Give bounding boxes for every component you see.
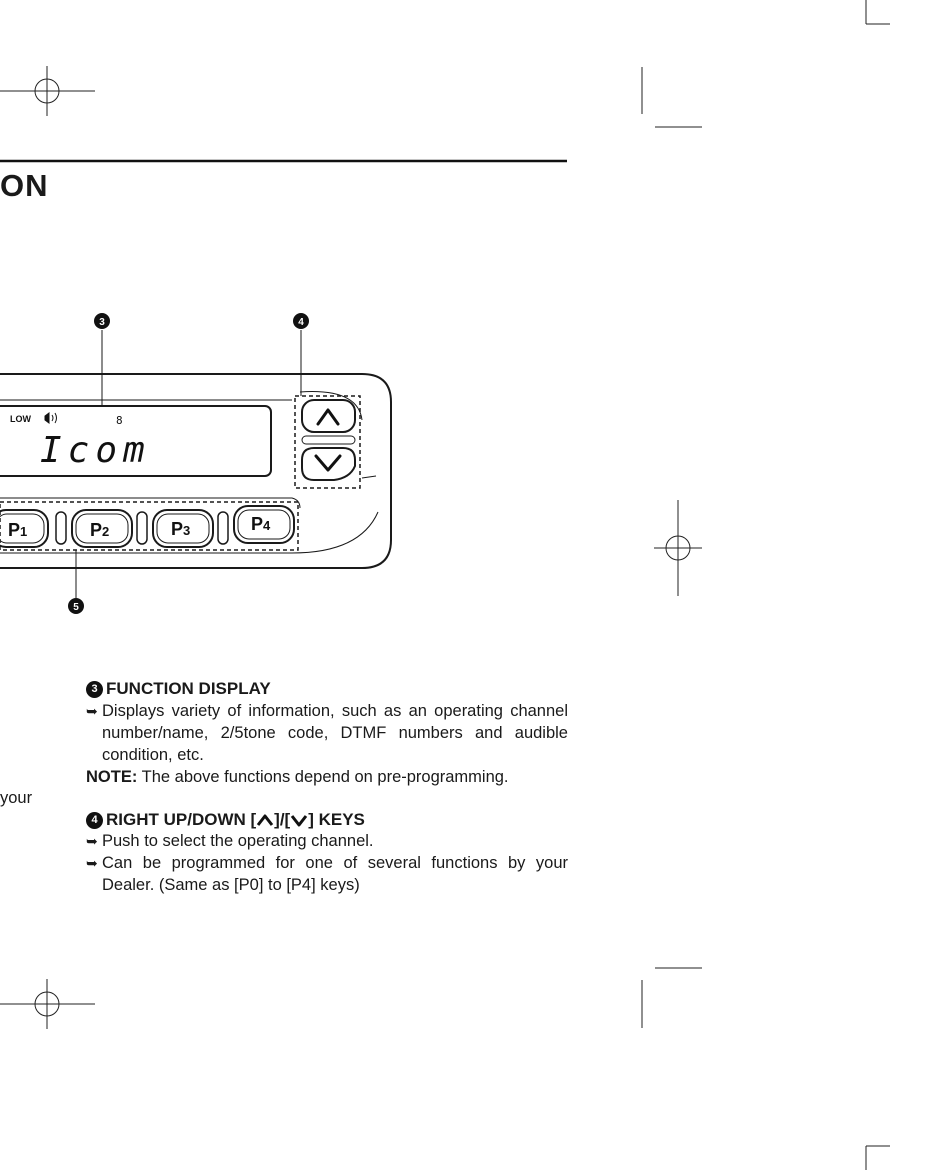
- section-title: [86, 679, 568, 699]
- chevron-down-icon: [290, 813, 308, 827]
- callout-5: [68, 598, 84, 614]
- down-key: [302, 448, 355, 480]
- registration-mark: [0, 979, 95, 1029]
- section-title: [86, 810, 568, 830]
- section-title-prefix: RIGHT UP/DOWN [: [106, 810, 257, 829]
- section-function-display: [86, 679, 568, 788]
- section-title-mid: ]/[: [274, 810, 291, 829]
- p3-key-label: P3: [171, 519, 191, 539]
- section-updown-keys: [86, 810, 568, 896]
- bullet-arrow-icon: ➥: [86, 833, 98, 849]
- page-heading-fragment: ON: [0, 168, 49, 203]
- left-column-fragment: your: [0, 789, 33, 807]
- bullet-text: Push to select the operating channel.: [102, 832, 374, 850]
- radio-body: [0, 374, 391, 568]
- bullet-text: Displays variety of information, such as an operating channel number/name, 2/5tone code, DTMF numbers and audible condition, etc.: [102, 702, 568, 764]
- bullet-arrow-icon: ➥: [86, 703, 98, 719]
- p1-key-label: P1: [8, 520, 28, 540]
- registration-mark: [654, 500, 702, 596]
- section-title-suffix: ] KEYS: [308, 810, 365, 829]
- radio-panel-illustration: [0, 300, 400, 620]
- svg-text:3: 3: [99, 317, 105, 328]
- p2-key-label: P2: [90, 520, 110, 540]
- section-number-badge: 4: [86, 812, 103, 829]
- chevron-up-icon: [318, 410, 338, 424]
- lcd-low-indicator: LOW: [10, 414, 31, 424]
- section-title-text: FUNCTION DISPLAY: [106, 679, 271, 698]
- speaker-icon: [45, 413, 57, 423]
- bullet-item: [86, 830, 568, 852]
- note-text: The above functions depend on pre-programming.: [137, 768, 509, 786]
- bullet-text: Can be programmed for one of several functions by your Dealer. (Same as [P0] to [P4] keys): [102, 854, 568, 894]
- registration-mark: [0, 66, 95, 116]
- callout-4: [293, 313, 309, 329]
- svg-text:4: 4: [298, 317, 304, 328]
- bullet-item: [86, 700, 568, 766]
- lcd-small-digit: 8: [116, 414, 123, 427]
- up-key: [302, 400, 355, 432]
- note-line: [86, 766, 568, 788]
- note-label: NOTE:: [86, 768, 138, 786]
- chevron-down-icon: [316, 456, 340, 470]
- section-number-badge: 3: [86, 681, 103, 698]
- svg-text:5: 5: [73, 602, 79, 613]
- callout-3: [94, 313, 110, 329]
- chevron-up-icon: [256, 813, 274, 827]
- bullet-arrow-icon: ➥: [86, 855, 98, 871]
- p4-key-label: P4: [251, 514, 271, 534]
- lcd-main-text: Icom: [40, 430, 151, 471]
- bullet-item: [86, 852, 568, 896]
